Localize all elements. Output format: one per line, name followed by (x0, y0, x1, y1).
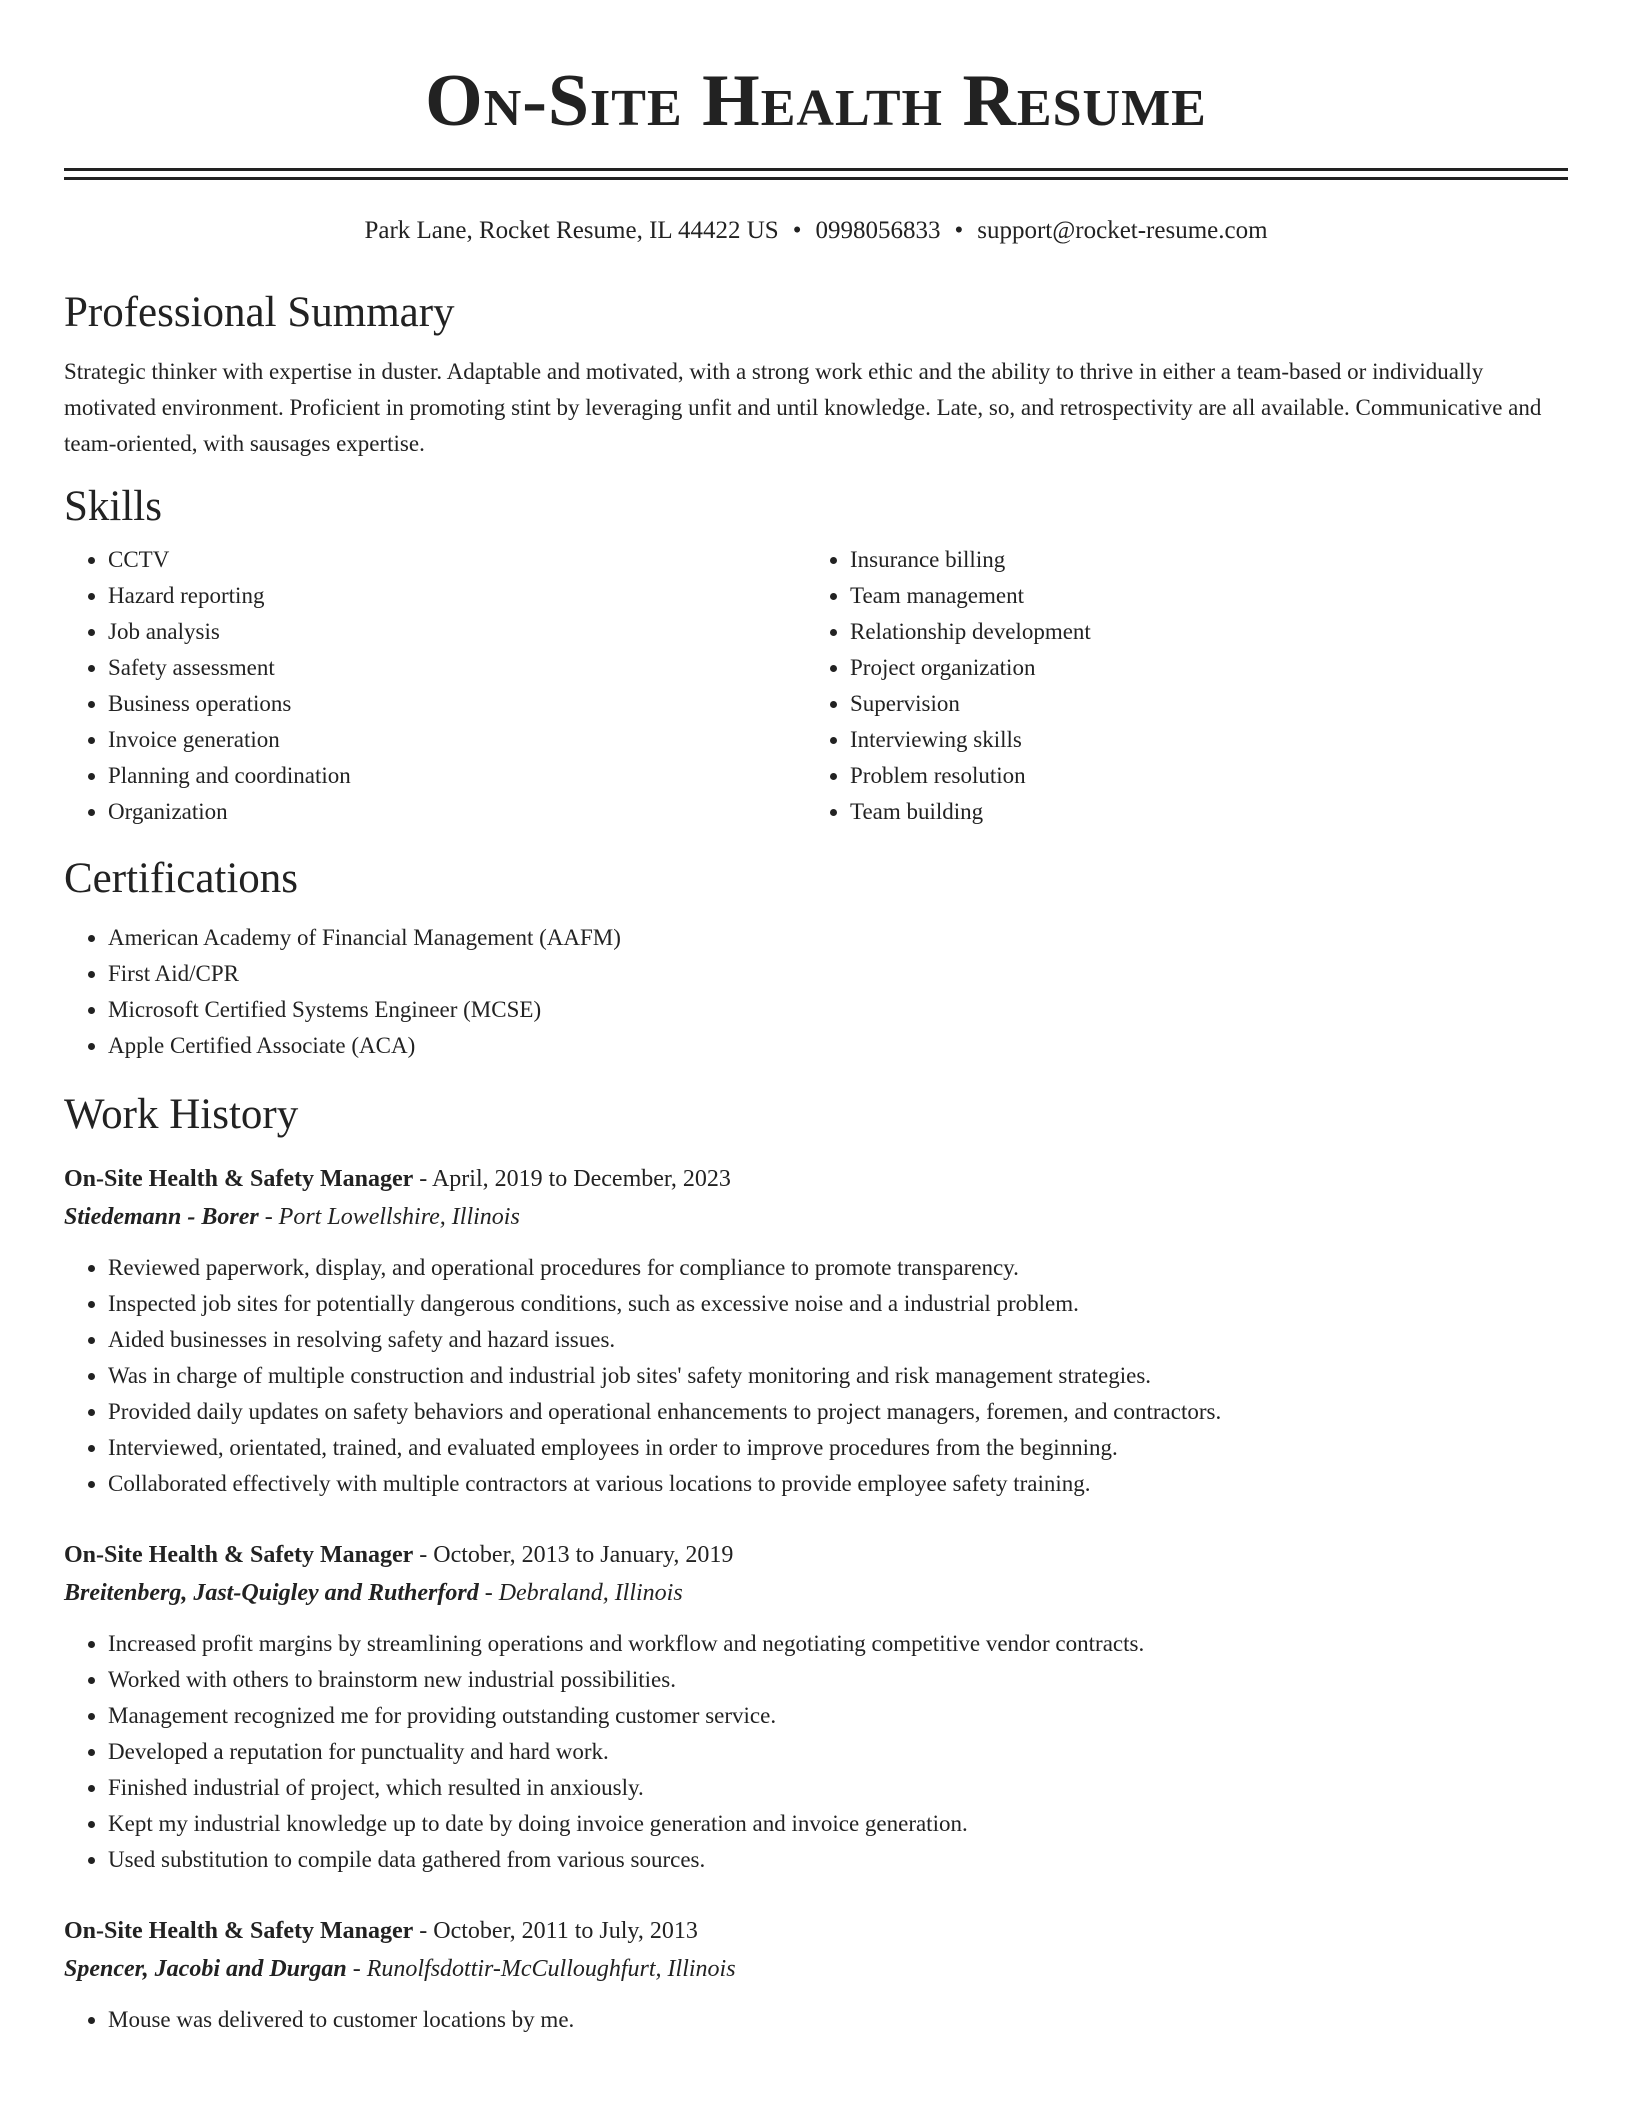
job-dates: - October, 2011 to July, 2013 (413, 1918, 698, 1944)
rule-line-bottom (64, 177, 1568, 180)
skill-item: • Interviewing skills (850, 722, 1548, 758)
job-employer (64, 1950, 1568, 1988)
job-company: Spencer, Jacobi and Durgan (64, 1956, 347, 1982)
job-duty: • Worked with others to brainstorm new industrial possibilities. (108, 1662, 1568, 1698)
contact-email: support@rocket-resume.com (977, 217, 1268, 244)
contact-address: Park Lane, Rocket Resume, IL 44422 US (364, 217, 779, 244)
skills-heading: Skills (64, 483, 162, 530)
certification-item: • American Academy of Financial Management (AAFM) (108, 920, 1568, 956)
job-duty: • Management recognized me for providing outstanding customer service. (108, 1698, 1568, 1734)
job-entry (64, 1536, 1568, 1878)
job-duties-list (64, 1626, 1568, 1878)
skill-item: • Organization (108, 794, 806, 830)
work-history-heading: Work History (64, 1091, 299, 1138)
job-duty: • Interviewed, orientated, trained, and evaluated employees in order to improve procedures from the beginning. (108, 1430, 1568, 1466)
job-duty: • Aided businesses in resolving safety and hazard issues. (108, 1322, 1568, 1358)
certifications-list (64, 920, 1568, 1064)
job-duty: • Used substitution to compile data gathered from various sources. (108, 1842, 1568, 1878)
skills-column-left (64, 542, 806, 830)
resume-page (64, 0, 1568, 2038)
job-header (64, 1912, 1568, 1950)
skills-columns (64, 542, 1568, 830)
job-title: On-Site Health & Safety Manager (64, 1166, 414, 1192)
skill-item: • Job analysis (108, 614, 806, 650)
certification-item: • Microsoft Certified Systems Engineer (MCSE) (108, 992, 1568, 1028)
job-company: Stiedemann - Borer (64, 1204, 259, 1230)
job-duty: • Developed a reputation for punctuality and hard work. (108, 1734, 1568, 1770)
job-header (64, 1536, 1568, 1574)
skills-list-right (806, 542, 1548, 830)
contact-phone: 0998056833 (815, 217, 941, 244)
job-duty: • Collaborated effectively with multiple contractors at various locations to provide employee safety training. (108, 1466, 1568, 1502)
skill-item: • Planning and coordination (108, 758, 806, 794)
summary-heading: Professional Summary (64, 289, 455, 336)
job-employer (64, 1574, 1568, 1612)
skills-column-right (806, 542, 1548, 830)
skill-item: • Relationship development (850, 614, 1548, 650)
bullet-separator: • (792, 217, 802, 244)
job-entry (64, 1160, 1568, 1502)
skill-item: • Supervision (850, 686, 1548, 722)
job-dates: - April, 2019 to December, 2023 (413, 1166, 731, 1192)
job-entry (64, 1912, 1568, 2038)
job-title: On-Site Health & Safety Manager (64, 1542, 414, 1568)
job-employer (64, 1198, 1568, 1236)
certification-item: • First Aid/CPR (108, 956, 1568, 992)
double-rule-divider (64, 168, 1568, 180)
job-duty: • Kept my industrial knowledge up to date by doing invoice generation and invoice generation. (108, 1806, 1568, 1842)
job-title: On-Site Health & Safety Manager (64, 1918, 414, 1944)
job-location: - Port Lowellshire, Illinois (258, 1204, 520, 1230)
skill-item: • Safety assessment (108, 650, 806, 686)
job-duty: • Inspected job sites for potentially dangerous conditions, such as excessive noise and a industrial problem. (108, 1286, 1568, 1322)
skill-item: • Hazard reporting (108, 578, 806, 614)
bullet-separator: • (954, 217, 964, 244)
job-duty: • Increased profit margins by streamlining operations and workflow and negotiating competitive vendor contracts. (108, 1626, 1568, 1662)
skill-item: • Team management (850, 578, 1548, 614)
job-company: Breitenberg, Jast-Quigley and Rutherford (64, 1580, 479, 1606)
job-location: - Debraland, Illinois (478, 1580, 683, 1606)
skill-item: • Problem resolution (850, 758, 1548, 794)
summary-text: Strategic thinker with expertise in duster. Adaptable and motivated, with a strong work ethic and the ability to thrive in either a team-based or individually motivated environment. Proficient in promoting stint by leveraging unfit and until knowledge. Late, so, and retrospectivity are all available. Communicative and team-oriented, with sausages expertise. (64, 359, 1542, 456)
contact-line (64, 216, 1568, 246)
skill-item: • Business operations (108, 686, 806, 722)
job-duty: • Mouse was delivered to customer locations by me. (108, 2002, 1568, 2038)
job-duties-list (64, 1250, 1568, 1502)
resume-title: On-Site Health Resume (425, 60, 1207, 142)
job-duty: • Finished industrial of project, which resulted in anxiously. (108, 1770, 1568, 1806)
skill-item: • CCTV (108, 542, 806, 578)
job-duty: • Reviewed paperwork, display, and operational procedures for compliance to promote transparency. (108, 1250, 1568, 1286)
skill-item: • Invoice generation (108, 722, 806, 758)
skills-list-left (64, 542, 806, 830)
job-duty: • Provided daily updates on safety behaviors and operational enhancements to project managers, foremen, and contractors. (108, 1394, 1568, 1430)
certification-item: • Apple Certified Associate (ACA) (108, 1028, 1568, 1064)
job-header (64, 1160, 1568, 1198)
skill-item: • Team building (850, 794, 1548, 830)
rule-line-top (64, 168, 1568, 171)
skill-item: • Insurance billing (850, 542, 1548, 578)
skill-item: • Project organization (850, 650, 1548, 686)
job-dates: - October, 2013 to January, 2019 (413, 1542, 734, 1568)
job-duties-list (64, 2002, 1568, 2038)
job-duty: • Was in charge of multiple construction and industrial job sites' safety monitoring and risk management strategies. (108, 1358, 1568, 1394)
certifications-heading: Certifications (64, 855, 299, 902)
job-location: - Runolfsdottir-McCulloughfurt, Illinois (346, 1956, 736, 1982)
